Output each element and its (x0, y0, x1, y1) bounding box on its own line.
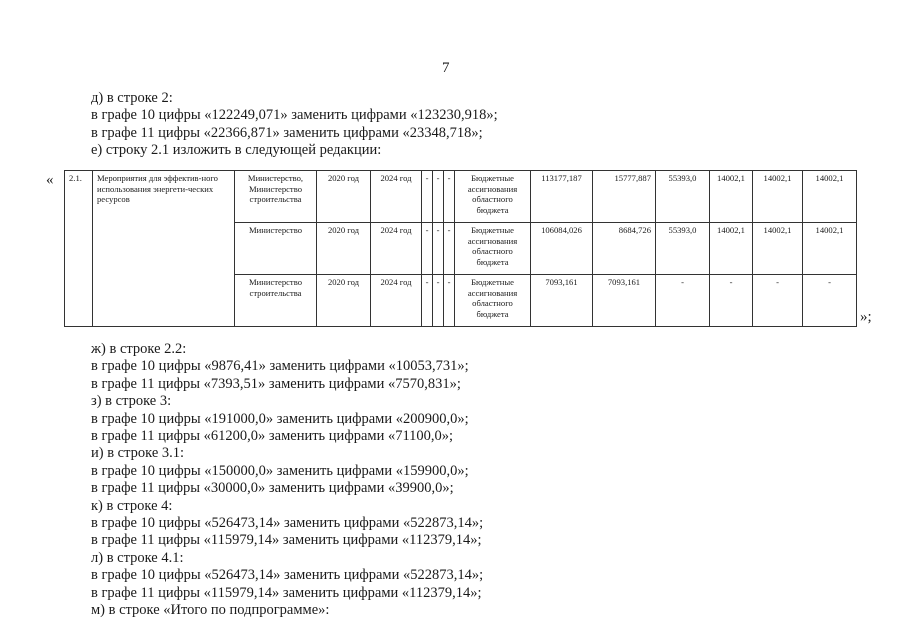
year-value-cell: 14002,1 (710, 171, 753, 223)
year-value-cell: 8684,726 (593, 223, 656, 275)
funding-source-cell: Бюджетные ассигнования областного бюджета (455, 223, 531, 275)
year-value-cell: 14002,1 (710, 223, 753, 275)
dash-cell: - (444, 275, 455, 327)
year-value-cell: 15777,887 (593, 171, 656, 223)
amendment-line: в графе 10 цифры «9876,41» заменить цифрами «10053,731»; (91, 358, 469, 375)
start-year-cell: 2020 год (317, 275, 371, 327)
dash-cell: - (433, 275, 444, 327)
year-value-cell: 55393,0 (656, 171, 710, 223)
amendment-table (64, 170, 857, 327)
end-year-cell: 2024 год (371, 275, 422, 327)
page-number: 7 (442, 60, 450, 76)
executor-cell: Министерство строительства (235, 275, 317, 327)
amendment-line: в графе 10 цифры «122249,071» заменить цифрами «123230,918»; (91, 107, 498, 124)
dash-cell: - (444, 223, 455, 275)
year-value-cell: 55393,0 (656, 223, 710, 275)
funding-source-cell: Бюджетные ассигнования областного бюджета (455, 171, 531, 223)
amendment-line: в графе 10 цифры «150000,0» заменить цифрами «159900,0»; (91, 462, 469, 479)
amendment-line: в графе 11 цифры «115979,14» заменить цифрами «112379,14»; (91, 532, 482, 549)
table-row (65, 171, 857, 223)
dash-cell: - (422, 171, 433, 223)
dash-cell: - (433, 223, 444, 275)
amendment-line: в графе 11 цифры «30000,0» заменить цифрами «39900,0»; (91, 480, 454, 497)
year-value-cell: 14002,1 (803, 171, 857, 223)
start-year-cell: 2020 год (317, 223, 371, 275)
opening-quote: « (46, 172, 54, 188)
amendment-line: в графе 11 цифры «7393,51» заменить цифрами «7570,831»; (91, 375, 461, 392)
year-value-cell: 7093,161 (593, 275, 656, 327)
dash-cell: - (422, 223, 433, 275)
year-value-cell: - (753, 275, 803, 327)
year-value-cell: 14002,1 (753, 171, 803, 223)
year-value-cell: - (656, 275, 710, 327)
amendment-line: д) в строке 2: (91, 90, 173, 106)
amendment-line: в графе 10 цифры «526473,14» заменить цифрами «522873,14»; (91, 567, 484, 584)
end-year-cell: 2024 год (371, 171, 422, 223)
amendment-line: к) в строке 4: (91, 497, 173, 514)
amendment-line: л) в строке 4.1: (91, 549, 184, 566)
total-cell: 7093,161 (531, 275, 593, 327)
total-cell: 113177,187 (531, 171, 593, 223)
year-value-cell: 14002,1 (803, 223, 857, 275)
dash-cell: - (422, 275, 433, 327)
year-value-cell: - (803, 275, 857, 327)
amendment-line: е) строку 2.1 изложить в следующей редакции: (91, 142, 382, 159)
amendment-text-bottom (91, 341, 483, 620)
dash-cell: - (433, 171, 444, 223)
amendment-line: в графе 11 цифры «115979,14» заменить цифрами «112379,14»; (91, 584, 482, 601)
end-year-cell: 2024 год (371, 223, 422, 275)
activity-cell: Мероприятия для эффектив-ного использования энергети-ческих ресурсов (93, 171, 235, 327)
start-year-cell: 2020 год (317, 171, 371, 223)
amendment-line: з) в строке 3: (91, 393, 172, 410)
amendment-line: ж) в строке 2.2: (91, 341, 187, 357)
amendment-line: в графе 11 цифры «61200,0» заменить цифрами «71100,0»; (91, 428, 454, 445)
amendment-line: в графе 10 цифры «191000,0» заменить цифрами «200900,0»; (91, 410, 469, 427)
dash-cell: - (444, 171, 455, 223)
executor-cell: Министерство (235, 223, 317, 275)
year-value-cell: - (710, 275, 753, 327)
executor-cell: Министерство, Министерство строительства (235, 171, 317, 223)
amendment-line: в графе 10 цифры «526473,14» заменить цифрами «522873,14»; (91, 515, 484, 532)
amendment-line: м) в строке «Итого по подпрограмме»: (91, 602, 330, 619)
funding-source-cell: Бюджетные ассигнования областного бюджета (455, 275, 531, 327)
row-number-cell: 2.1. (65, 171, 93, 327)
amendment-line: и) в строке 3.1: (91, 445, 185, 462)
closing-quote: »; (860, 309, 872, 325)
amendment-line: в графе 11 цифры «22366,871» заменить цифрами «23348,718»; (91, 124, 483, 141)
amendment-text-top (91, 90, 498, 160)
total-cell: 106084,026 (531, 223, 593, 275)
year-value-cell: 14002,1 (753, 223, 803, 275)
